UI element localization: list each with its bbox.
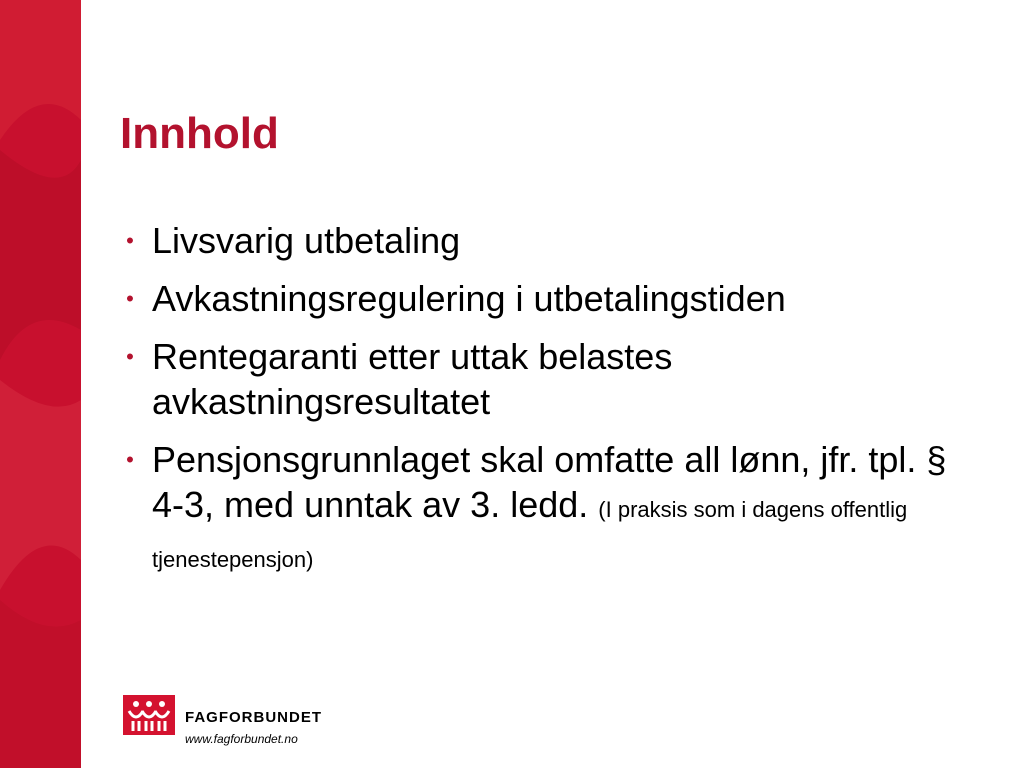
logo-url: www.fagforbundet.no [185, 732, 298, 746]
logo-name: FAGFORBUNDET [185, 709, 322, 726]
bullet-dot-icon: • [126, 228, 134, 253]
bullet-item [120, 334, 980, 424]
bullet-text: Avkastningsregulering i utbetalingstiden [152, 278, 786, 319]
decorative-side-band [0, 0, 81, 768]
fagforbundet-logo [123, 695, 383, 755]
bullet-list [120, 218, 980, 595]
bullet-text: Livsvarig utbetaling [152, 220, 461, 261]
bullet-dot-icon: • [126, 344, 134, 369]
bullet-text: Pensjonsgrunnlaget skal omfatte all lønn, jfr. tpl. § 4-3, med unntak av 3. ledd. [152, 439, 947, 525]
fagforbundet-logo-icon [123, 695, 175, 735]
bullet-item [120, 276, 980, 321]
slide-title: Innhold [120, 109, 279, 158]
bullet-item [120, 437, 980, 582]
bullet-dot-icon: • [126, 286, 134, 311]
bullet-note: (I praksis som i dagens offentlig tjenestepensjon) [152, 497, 908, 572]
side-band-pattern [0, 0, 81, 768]
bullet-item [120, 218, 980, 263]
bullet-dot-icon: • [126, 447, 134, 472]
bullet-text: Rentegaranti etter uttak belastes avkastningsresultatet [152, 336, 673, 422]
